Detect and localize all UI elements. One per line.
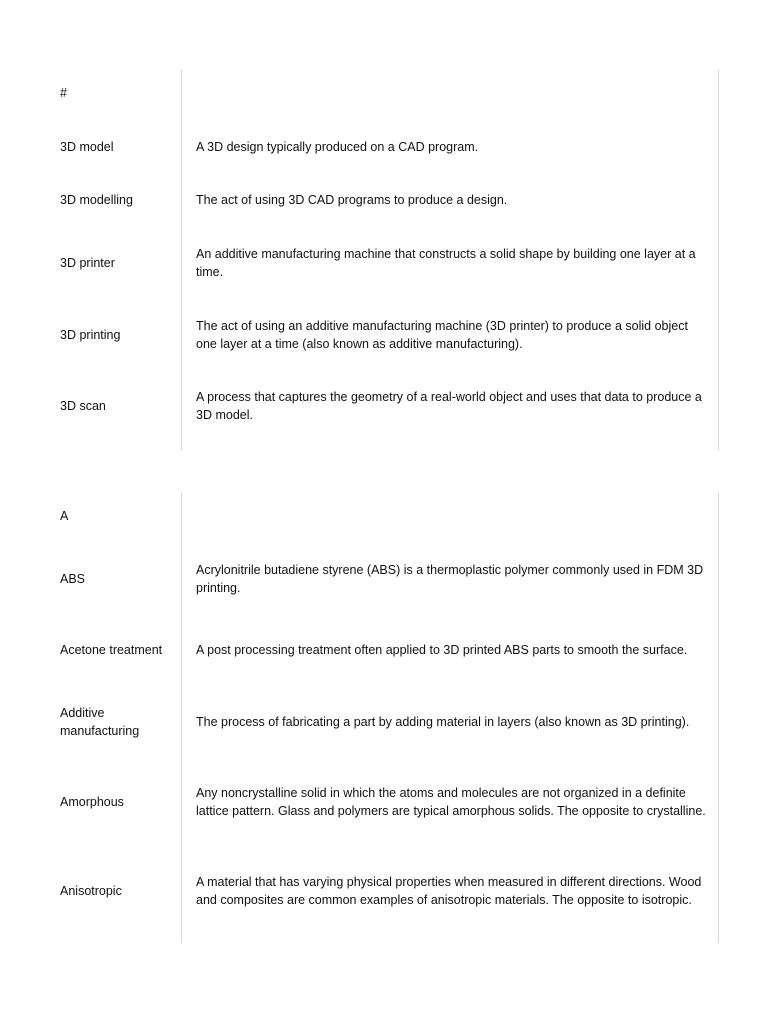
glossary-section-a xyxy=(0,493,768,943)
section-letter-row xyxy=(0,506,768,526)
glossary-row xyxy=(0,704,768,740)
glossary-row xyxy=(0,632,768,668)
glossary-row xyxy=(0,864,768,918)
glossary-definition: An additive manufacturing machine that constructs a solid shape by building one layer at a time. xyxy=(196,247,696,279)
glossary-term: 3D printing xyxy=(60,328,121,342)
glossary-row xyxy=(0,245,768,281)
section-letter: # xyxy=(60,86,67,100)
glossary-definition: A post processing treatment often applied to 3D printed ABS parts to smooth the surface. xyxy=(196,643,688,657)
glossary-definition: A material that has varying physical properties when measured in different directions. Wood and composites are common examples of anisotropic materials. The opposite to isotropic. xyxy=(196,875,702,907)
glossary-definition: The act of using 3D CAD programs to produce a design. xyxy=(196,193,508,207)
glossary-term: Amorphous xyxy=(60,795,124,809)
glossary-row xyxy=(0,561,768,597)
glossary-definition: The act of using an additive manufacturing machine (3D printer) to produce a solid object one layer at a time (also known as additive manufacturing). xyxy=(196,319,688,351)
glossary-definition: Acrylonitrile butadiene styrene (ABS) is a thermoplastic polymer commonly used in FDM 3D printing. xyxy=(196,563,704,595)
section-letter-row xyxy=(0,83,768,103)
glossary-term: 3D modelling xyxy=(60,193,133,207)
glossary-row xyxy=(0,190,768,210)
glossary-definition: A 3D design typically produced on a CAD program. xyxy=(196,140,479,154)
glossary-term: 3D scan xyxy=(60,399,106,413)
glossary-row xyxy=(0,137,768,157)
glossary-row xyxy=(0,775,768,829)
glossary-definition: A process that captures the geometry of a real-world object and uses that data to produce a 3D model. xyxy=(196,390,702,422)
glossary-term: Additive manufacturing xyxy=(60,706,140,738)
glossary-term: Anisotropic xyxy=(60,884,122,898)
glossary-term: 3D model xyxy=(60,140,114,154)
section-letter: A xyxy=(60,509,69,523)
glossary-definition: The process of fabricating a part by adding material in layers (also known as 3D printing). xyxy=(196,715,690,729)
glossary-term: 3D printer xyxy=(60,256,115,270)
glossary-term: ABS xyxy=(60,572,86,586)
glossary-row xyxy=(0,388,768,424)
glossary-section-hash xyxy=(0,70,768,450)
glossary-term: Acetone treatment xyxy=(60,643,163,657)
glossary-row xyxy=(0,317,768,353)
glossary-definition: Any noncrystalline solid in which the atoms and molecules are not organized in a definite lattice pattern. Glass and polymers are typical amorphous solids. The opposite to crystalline. xyxy=(196,786,706,818)
